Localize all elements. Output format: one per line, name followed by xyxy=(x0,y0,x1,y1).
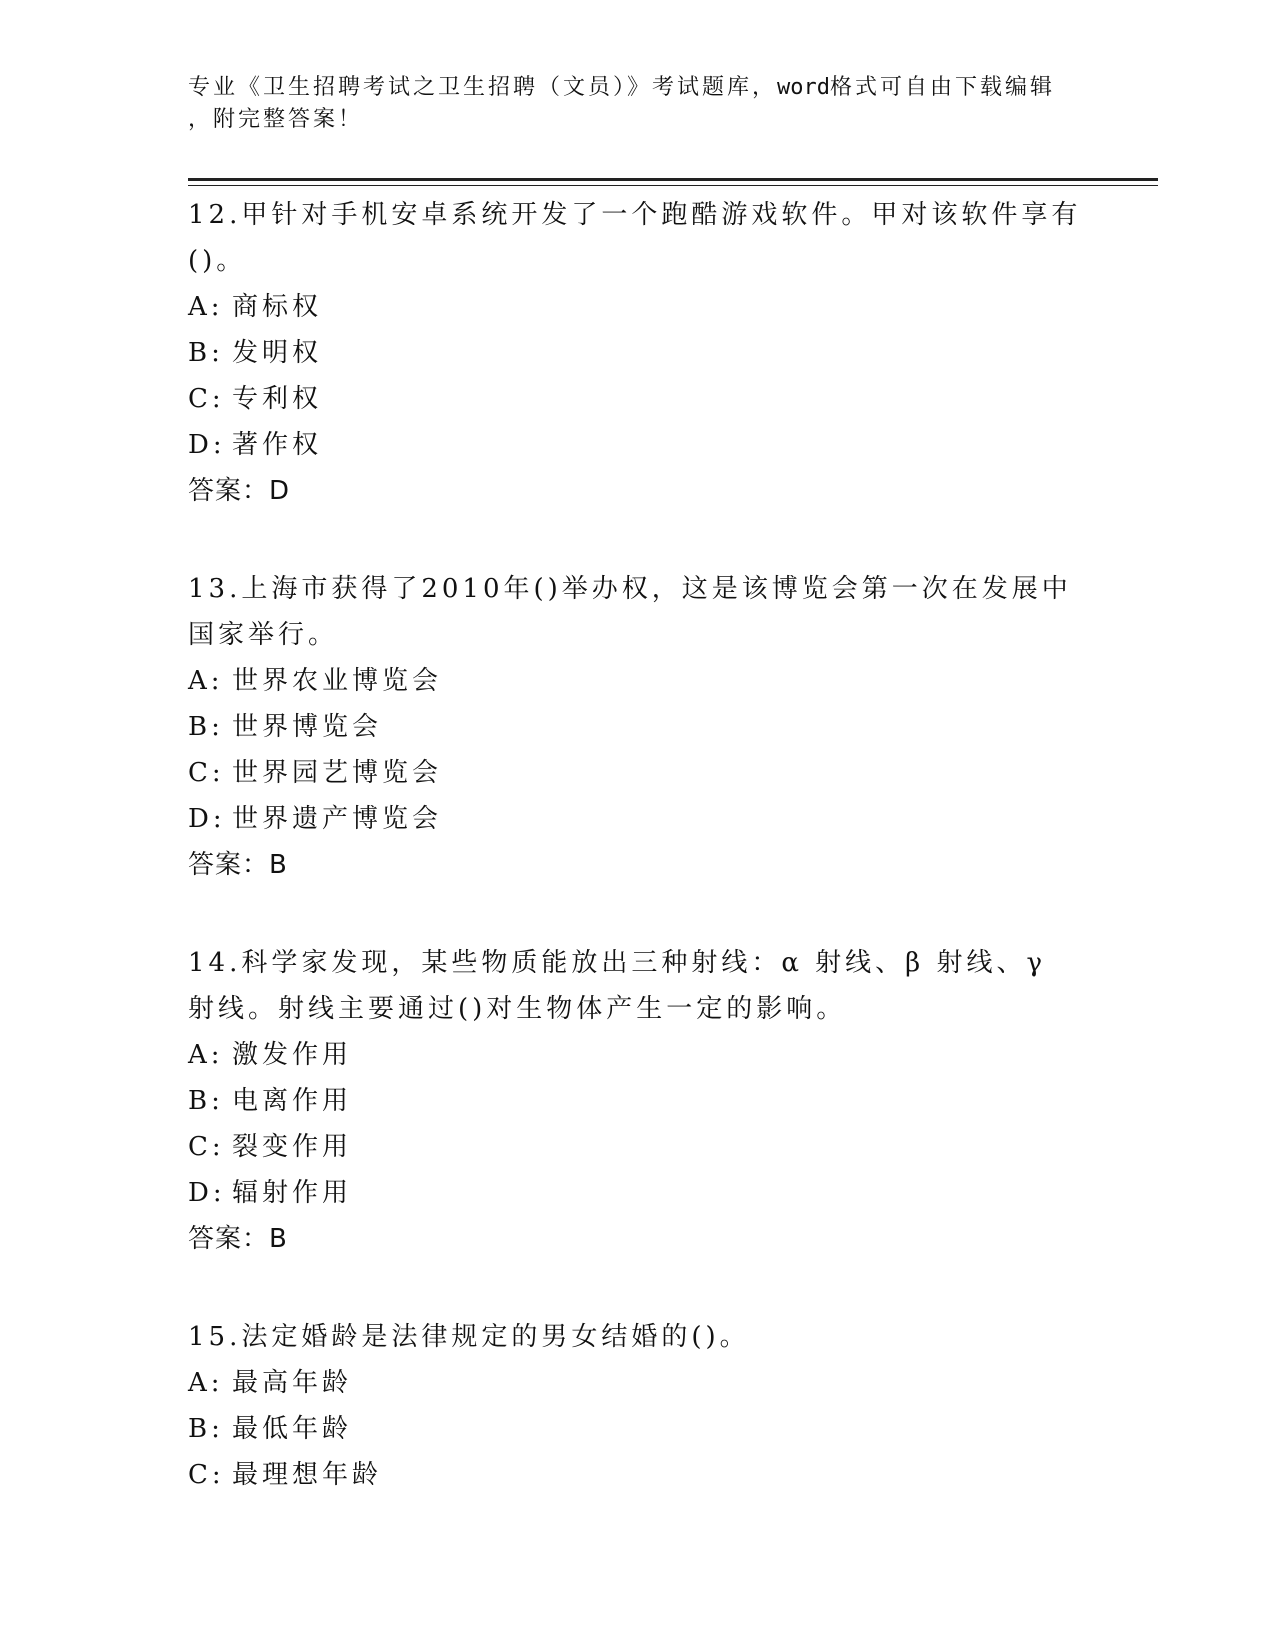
option-text: 最低年龄 xyxy=(232,1414,353,1444)
header-divider-thick xyxy=(188,178,1158,181)
option-c xyxy=(188,376,1088,422)
header-line1-suffix: 格式可自由下载编辑 xyxy=(830,75,1056,100)
option-c xyxy=(188,1452,1088,1498)
option-a xyxy=(188,658,1088,704)
option-text: 发明权 xyxy=(232,338,323,368)
option-text: 电离作用 xyxy=(232,1086,353,1116)
question-15 xyxy=(188,1312,1088,1498)
question-13 xyxy=(188,564,1088,888)
option-letter: B: xyxy=(188,1414,224,1444)
option-d xyxy=(188,1170,1088,1216)
option-d xyxy=(188,422,1088,468)
option-text: 裂变作用 xyxy=(232,1132,353,1162)
option-letter: A: xyxy=(188,1368,224,1398)
document-header xyxy=(188,72,1088,136)
answer-line: 答案：B xyxy=(188,1224,288,1254)
option-d xyxy=(188,796,1088,842)
answer-line: 答案：B xyxy=(188,850,288,880)
header-word-label: word xyxy=(777,75,830,100)
question-12 xyxy=(188,190,1088,514)
option-text: 最理想年龄 xyxy=(232,1460,383,1490)
option-text: 专利权 xyxy=(232,384,323,414)
option-text: 最高年龄 xyxy=(232,1368,353,1398)
option-text: 辐射作用 xyxy=(232,1178,353,1208)
option-letter: D: xyxy=(188,1178,226,1208)
option-text: 世界农业博览会 xyxy=(232,666,443,696)
option-a xyxy=(188,1032,1088,1078)
option-b xyxy=(188,330,1088,376)
question-stem: 12.甲针对手机安卓系统开发了一个跑酷游戏软件。甲对该软件享有()。 xyxy=(188,200,1082,276)
option-letter: B: xyxy=(188,338,224,368)
option-letter: D: xyxy=(188,430,226,460)
option-text: 世界遗产博览会 xyxy=(232,804,443,834)
header-line1-prefix: 专业《卫生招聘考试之卫生招聘（文员）》考试题库， xyxy=(188,75,778,100)
option-letter: A: xyxy=(188,292,224,322)
option-a xyxy=(188,284,1088,330)
question-stem: 13.上海市获得了2010年()举办权，这是该博览会第一次在发展中国家举行。 xyxy=(188,574,1072,650)
option-c xyxy=(188,750,1088,796)
header-line2: ，附完整答案！ xyxy=(188,107,364,132)
header-divider-thin xyxy=(188,185,1158,186)
option-letter: C: xyxy=(188,758,225,788)
question-stem: 15.法定婚龄是法律规定的男女结婚的()。 xyxy=(188,1322,750,1352)
option-text: 世界园艺博览会 xyxy=(232,758,443,788)
option-letter: D: xyxy=(188,804,226,834)
question-14 xyxy=(188,938,1088,1262)
option-letter: A: xyxy=(188,666,224,696)
option-text: 激发作用 xyxy=(232,1040,353,1070)
question-list xyxy=(188,190,1088,1548)
option-a xyxy=(188,1360,1088,1406)
option-letter: B: xyxy=(188,1086,224,1116)
answer-line: 答案：D xyxy=(188,476,291,506)
option-c xyxy=(188,1124,1088,1170)
option-text: 著作权 xyxy=(232,430,323,460)
option-b xyxy=(188,1406,1088,1452)
option-letter: B: xyxy=(188,712,224,742)
option-letter: C: xyxy=(188,384,225,414)
option-text: 世界博览会 xyxy=(232,712,383,742)
option-text: 商标权 xyxy=(232,292,323,322)
option-b xyxy=(188,1078,1088,1124)
option-letter: C: xyxy=(188,1132,225,1162)
option-letter: C: xyxy=(188,1460,225,1490)
option-b xyxy=(188,704,1088,750)
question-stem: 14.科学家发现，某些物质能放出三种射线：α 射线、β 射线、γ 射线。射线主要通过()对生物体产生一定的影响。 xyxy=(188,948,1047,1024)
option-letter: A: xyxy=(188,1040,224,1070)
